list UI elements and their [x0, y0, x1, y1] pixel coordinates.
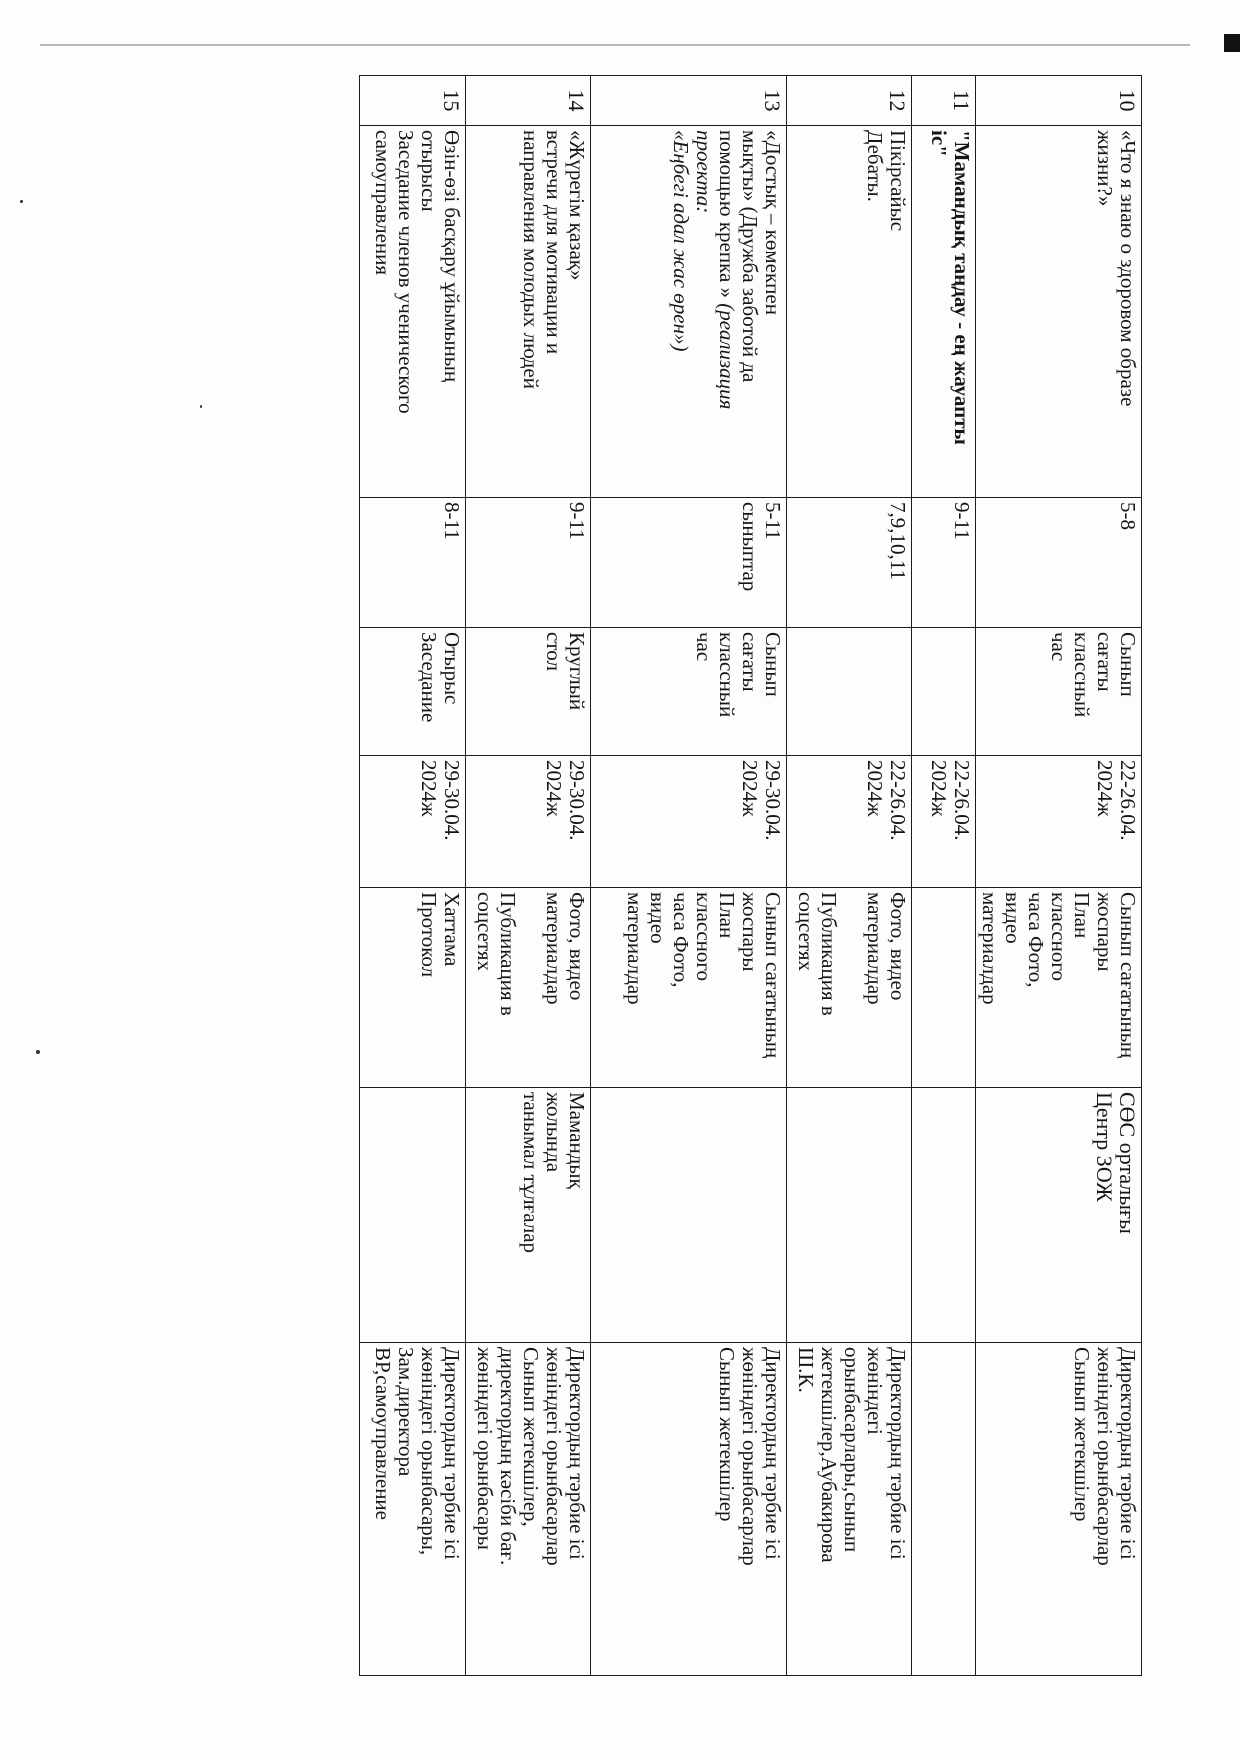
responsible-cell: Директордың тәрбие ісі жөніндегі орынбасарлар Сынып жетекшілер	[976, 1343, 1142, 1676]
row-number: 12	[787, 76, 912, 126]
result-cell: Сынып сағатының жоспары План классного часа Фото, видео материалдар	[591, 888, 787, 1088]
row-number: 15	[360, 76, 466, 126]
date-cell: 22-26.04. 2024ж	[787, 756, 912, 888]
scan-speck	[20, 200, 23, 203]
form-cell	[787, 628, 912, 756]
event-cell: «Что я знаю о здоровом образе жизни?»	[976, 126, 1142, 498]
result-cell: Сынып сағатының жоспары План классного часа Фото, видео материалдар	[976, 888, 1142, 1088]
form-cell: Круглый стол	[466, 628, 591, 756]
date-cell: 22-26.04. 2024ж	[912, 756, 976, 888]
result-cell: Фото, видео материалдар Публикация в соцсетях	[466, 888, 591, 1088]
responsible-cell	[912, 1343, 976, 1676]
event-cell: Пікірсайыс Дебаты.	[787, 126, 912, 498]
grade-cell: 8-11	[360, 498, 466, 628]
scan-border-line	[40, 44, 1190, 46]
responsible-cell: Директордың тәрбие ісі жөніндегі орынбасарлар Сынып жетекшілер	[591, 1343, 787, 1676]
event-cell: «Достық – көмекпен мықты» (Дружба заботой да помощью крепка » (реализация проекта: «Еңбегі адал жас өрен»)	[591, 126, 787, 498]
event-cell: "Мамандық таңдау - ең жауапты іс"	[912, 126, 976, 498]
date-cell: 29-30.04. 2024ж	[466, 756, 591, 888]
grade-cell: 9-11	[912, 498, 976, 628]
rotated-document	[82, 75, 1142, 1675]
responsible-cell: Директордың тәрбие ісі жөніндегі орынбасары, Зам.директора ВР,самоуправление	[360, 1343, 466, 1676]
partner-cell	[787, 1088, 912, 1343]
row-number: 13	[591, 76, 787, 126]
form-cell: Отырыс Заседание	[360, 628, 466, 756]
table-row	[591, 76, 787, 1676]
result-cell: Фото, видео материалдар Публикация в соцсетях	[787, 888, 912, 1088]
responsible-cell: Директордың тәрбие ісі жөніндегі орынбасарлар Сынып жетекшілер, директордың кәсіби бағ. жөніндегі орынбасары	[466, 1343, 591, 1676]
table-row	[466, 76, 591, 1676]
form-cell: Сынып сағаты классный час	[591, 628, 787, 756]
date-cell: 22-26.04. 2024ж	[976, 756, 1142, 888]
grade-cell: 9-11	[466, 498, 591, 628]
grade-cell: 5-8	[976, 498, 1142, 628]
table-row	[976, 76, 1142, 1676]
date-cell: 29-30.04. 2024ж	[591, 756, 787, 888]
table-row	[360, 76, 466, 1676]
partner-cell	[591, 1088, 787, 1343]
result-cell: Хаттама Протокол	[360, 888, 466, 1088]
partner-cell	[912, 1088, 976, 1343]
event-cell: «Жүрегім қазақ» встречи для мотивации и направления молодых людей	[466, 126, 591, 498]
responsible-cell: Директордың тәрбие ісі жөніндегі орынбасарлары,сынып жетекшілер,Аубакирова Ш.К.	[787, 1343, 912, 1676]
partner-cell: СӨС орталығы Центр ЗОЖ	[976, 1088, 1142, 1343]
grade-cell: 7,9,10,11	[787, 498, 912, 628]
scan-corner-mark	[1224, 34, 1240, 52]
row-number: 14	[466, 76, 591, 126]
partner-cell: Мамандық жолында танымал тұлғалар	[466, 1088, 591, 1343]
date-cell: 29-30.04. 2024ж	[360, 756, 466, 888]
row-number: 11	[912, 76, 976, 126]
form-cell: Сынып сағаты классный час	[976, 628, 1142, 756]
partner-cell	[360, 1088, 466, 1343]
result-cell	[912, 888, 976, 1088]
table-row	[787, 76, 912, 1676]
event-cell: Өзін-өзі басқару ұйымының отырысы Заседание членов ученического самоуправления	[360, 126, 466, 498]
form-cell	[912, 628, 976, 756]
scan-speck	[36, 1050, 40, 1054]
events-table	[359, 75, 1142, 1676]
table-row	[912, 76, 976, 1676]
grade-cell: 5-11 сыныптар	[591, 498, 787, 628]
row-number: 10	[976, 76, 1142, 126]
